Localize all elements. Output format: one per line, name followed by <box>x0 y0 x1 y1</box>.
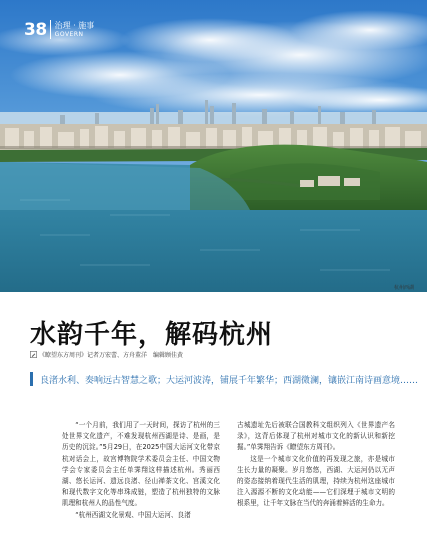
article-title: 水韵千年，解码杭州 <box>30 320 274 350</box>
body-column-right <box>237 420 395 510</box>
lead-accent-bar <box>30 372 33 386</box>
article-byline <box>30 350 183 359</box>
page-number: 38 <box>24 19 47 40</box>
body-paragraph: 古城遗址先后被联合国教科文组织列入《世界遗产名录》，这背后体现了杭州对城市文化的新认识和新挖掘。”单霁翔告诉《瞭望东方周刊》。 <box>237 421 395 452</box>
body-paragraph: 这是一个城市文化价值的再发现之旅，亦是城市生长力量的凝聚。岁月悠悠，西湖、大运河仍以无声的姿态接纳着现代生活的肌理，持续为杭州这座城市注入源源不断的文化动能——它们深埋于城市文明的根系里，让千年文脉在当代的奔涌着鲜活的生命力。 <box>237 454 395 508</box>
section-label <box>55 21 95 39</box>
photo-caption: 杭州西湖 <box>393 285 414 291</box>
body-paragraph: “一个月前，我们用了一天时间，探访了杭州的三处世界文化遗产，不难发现杭州西湖是诗、是画，是历史的沉淀。”5月29日，在2025中国大运河文化带京杭对话会上，故宫博物院学术委员会主任、中国文物学会专家委员会主任单霁翔这样描述杭州。秀丽西湖、悠长运河、遗远良渚、径山禅茶文化、宫溪文化和现代数字文化等串珠成链，塑造了杭州独特的文脉肌理和杭州人的品性气度。 <box>62 421 220 508</box>
body-column-left <box>62 420 220 521</box>
section-label-en: GOVERN <box>54 30 84 38</box>
section-label-cn: 治理 · 施事 <box>54 20 95 30</box>
header-divider <box>50 20 51 39</box>
page-header-tag <box>24 20 94 39</box>
pen-icon <box>30 351 37 358</box>
byline-text: 《瞭望东方周刊》记者万宏蕾、方舟董洋 编辑顾佳黄 <box>39 352 184 359</box>
body-paragraph: “杭州西湖文化景观、中国大运河、良渚 <box>75 510 191 519</box>
article-lead: 良渚水利、奏响远古智慧之歌；大运河波涛，铺展千年繁华；西湖微澜，镶嵌江南诗画意境…… <box>40 376 419 386</box>
